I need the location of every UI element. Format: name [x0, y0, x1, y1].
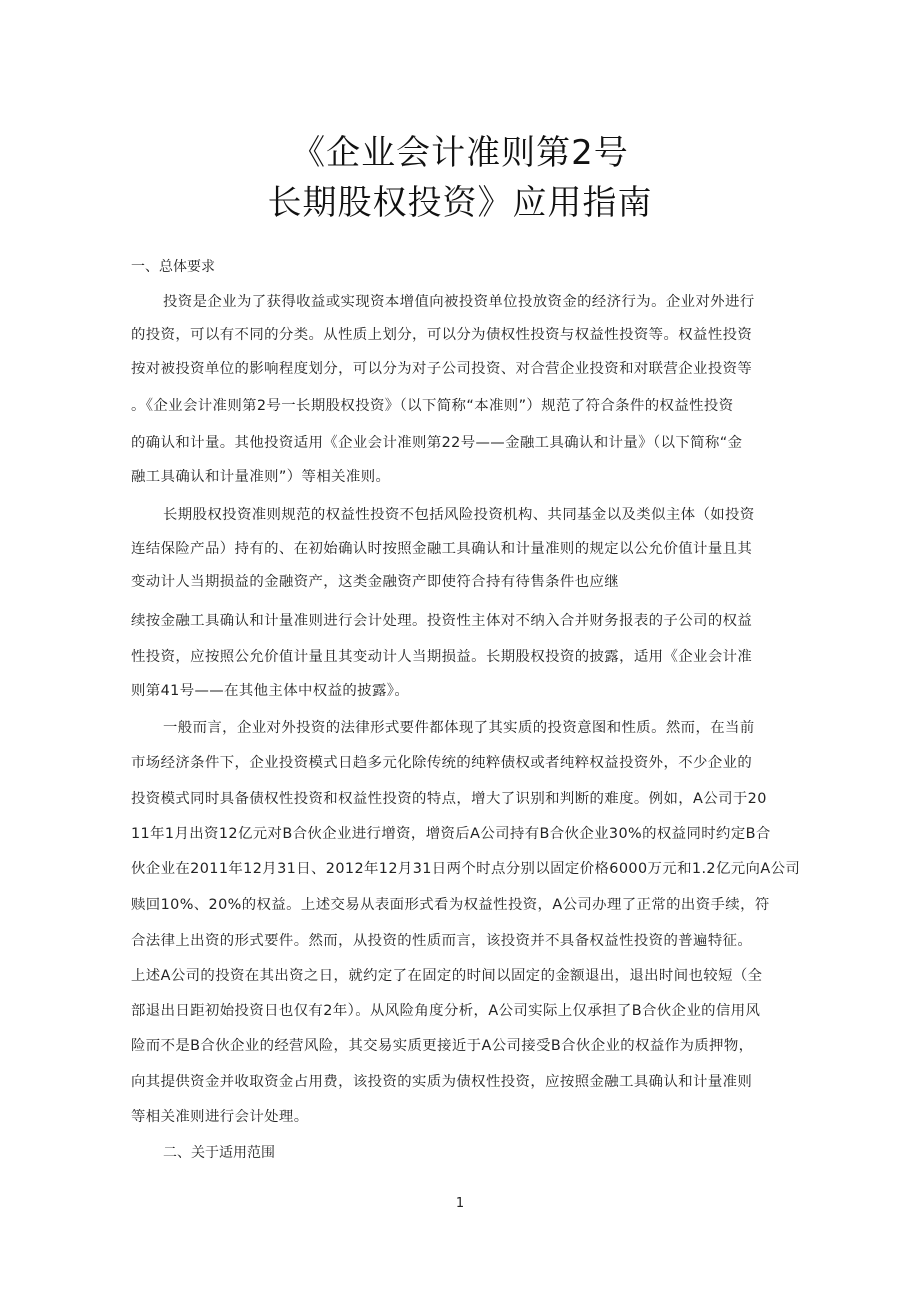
paragraph-line: 伙企业在2011年12月31日、2012年12月31日两个时点分别以固定价格6000万元和1.2亿元向A公司 [131, 861, 801, 877]
paragraph-line: 11年1月出资12亿元对B合伙企业进行增资，增资后A公司持有B合伙企业30%的权益同时约定B合 [131, 826, 771, 842]
paragraph-line: 投资是企业为了获得收益或实现资本增值向被投资单位投放资金的经济行为。企业对外进行 [163, 294, 755, 310]
paragraph-line: 融工具确认和计量准则”）等相关准则。 [131, 469, 391, 485]
paragraph-line: 部退出日距初始投资日也仅有2年）。从风险角度分析，A公司实际上仅承担了B合伙企业的信用风 [131, 1003, 761, 1019]
paragraph-line: 合法律上出资的形式要件。然而，从投资的性质而言，该投资并不具备权益性投资的普遍特征。 [131, 933, 753, 949]
paragraph-line: 。《企业会计准则第2号一长期股权投资》（以下简称“本准则”）规范了符合条件的权益性投资 [131, 398, 734, 414]
paragraph-line: 按对被投资单位的影响程度划分，可以分为对子公司投资、对合营企业投资和对联营企业投资等 [131, 361, 753, 377]
paragraph-line: 一般而言，企业对外投资的法律形式要件都体现了其实质的投资意图和性质。然而，在当前 [163, 720, 755, 736]
paragraph-line: 变动计人当期损益的金融资产，这类金融资产即使符合持有待售条件也应继 [131, 574, 620, 590]
paragraph-line: 续按金融工具确认和计量准则进行会计处理。投资性主体对不纳入合并财务报表的子公司的权益 [131, 613, 753, 629]
document-title-line1: 《企业会计准则第2号 [291, 133, 629, 173]
paragraph-line: 向其提供资金并收取资金占用费，该投资的实质为债权性投资，应按照金融工具确认和计量准则 [131, 1074, 753, 1090]
paragraph-line: 等相关准则进行会计处理。 [131, 1109, 309, 1125]
paragraph-line: 投资模式同时具备债权性投资和权益性投资的特点，增大了识别和判断的难度。例如，A公司于20 [131, 791, 767, 807]
paragraph-line: 赎回10%、20%的权益。上述交易从表面形式看为权益性投资，A公司办理了正常的出资手续，符 [131, 897, 770, 913]
paragraph-line: 长期股权投资准则规范的权益性投资不包括风险投资机构、共同基金以及类似主体（如投资 [163, 507, 755, 523]
section-heading-scope: 二、关于适用范围 [163, 1145, 275, 1161]
paragraph-line: 上述A公司的投资在其出资之日，就约定了在固定的时间以固定的金额退出，退出时间也较短（全 [131, 968, 763, 984]
paragraph-line: 的投资，可以有不同的分类。从性质上划分，可以分为债权性投资与权益性投资等。权益性投资 [131, 327, 753, 343]
paragraph-line: 险而不是B合伙企业的经营风险，其交易实质更接近于A公司接受B合伙企业的权益作为质押物， [131, 1038, 754, 1054]
section-heading-general: 一、总体要求 [131, 259, 215, 275]
paragraph-line: 性投资，应按照公允价值计量且其变动计人当期损益。长期股权投资的披露，适用《企业会计准 [131, 649, 753, 665]
page-number: 1 [455, 1196, 465, 1211]
paragraph-line: 的确认和计量。其他投资适用《企业会计准则第22号——金融工具确认和计量》（以下简称“金 [131, 435, 743, 451]
document-title-line2: 长期股权投资》应用指南 [267, 183, 653, 223]
paragraph-line: 市场经济条件下，企业投资模式日趋多元化除传统的纯粹债权或者纯粹权益投资外，不少企业的 [131, 755, 753, 771]
paragraph-line: 连结保险产品）持有的、在初始确认时按照金融工具确认和计量准则的规定以公允价值计量且其 [131, 541, 753, 557]
paragraph-line: 则第41号——在其他主体中权益的披露》。 [131, 683, 410, 699]
